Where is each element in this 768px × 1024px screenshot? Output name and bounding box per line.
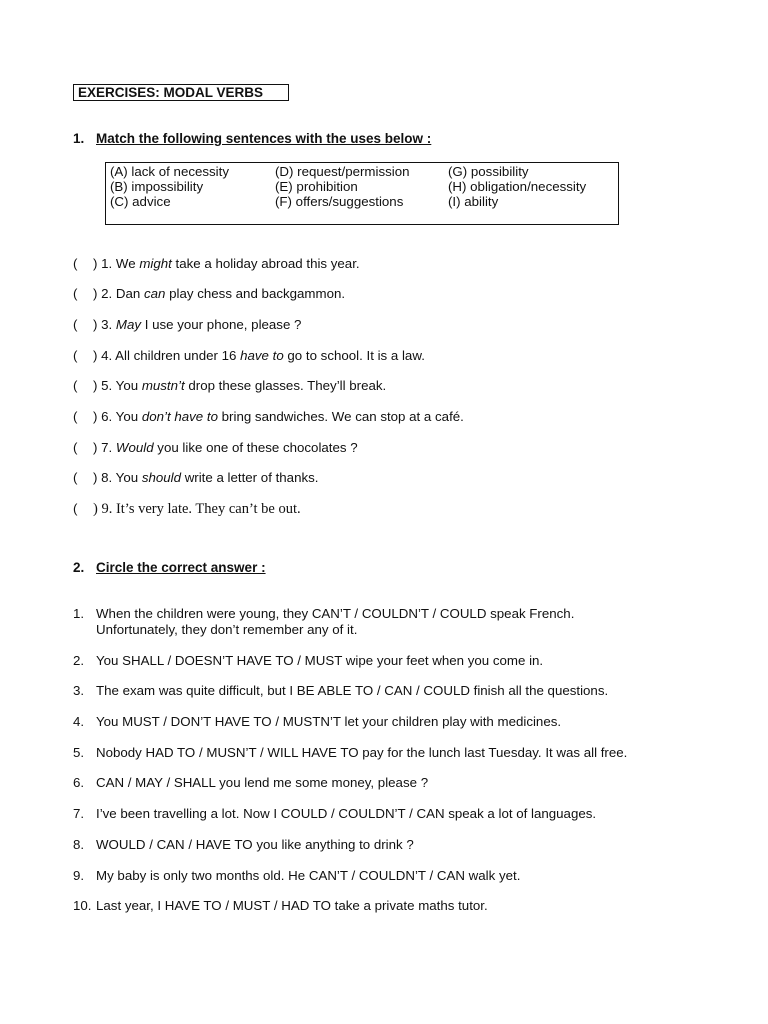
question-number: 9. xyxy=(73,868,85,883)
modal-verb: don’t have to xyxy=(141,409,218,424)
uses-box xyxy=(105,162,619,225)
question-text: I’ve been travelling a lot. Now I COULD / COULDN’T / CAN speak a lot of languages. xyxy=(96,806,597,821)
use-f: (F) offers/suggestions xyxy=(275,194,404,209)
match-item: ( ) 7. Would you like one of these chocolates ? xyxy=(73,440,358,455)
worksheet-title: EXERCISES: MODAL VERBS xyxy=(73,84,289,101)
question-number: 3. xyxy=(73,683,85,698)
match-item: ( ) 2. Dan can play chess and backgammon. xyxy=(73,286,346,301)
use-g: (G) possibility xyxy=(448,164,529,179)
question-number: 7. xyxy=(73,806,85,821)
use-d: (D) request/permission xyxy=(275,164,410,179)
question-text: Last year, I HAVE TO / MUST / HAD TO take a private maths tutor. xyxy=(96,898,488,913)
modal-verb: can xyxy=(144,286,166,301)
match-item: ( ) 4. All children under 16 have to go to school. It is a law. xyxy=(73,348,425,363)
use-e: (E) prohibition xyxy=(275,179,358,194)
section2-title: Circle the correct answer : xyxy=(96,560,266,575)
question-text: The exam was quite difficult, but I BE ABLE TO / CAN / COULD finish all the questions. xyxy=(96,683,609,698)
question-text: My baby is only two months old. He CAN’T / COULDN’T / CAN walk yet. xyxy=(96,868,521,883)
match-item: ( ) 9. It’s very late. They can’t be out. xyxy=(73,501,301,517)
question-number: 8. xyxy=(73,837,85,852)
question-text: You MUST / DON’T HAVE TO / MUSTN’T let your children play with medicines. xyxy=(96,714,562,729)
question-text: WOULD / CAN / HAVE TO you like anything to drink ? xyxy=(96,837,414,852)
question-number: 10. xyxy=(73,898,92,913)
match-item: ( ) 1. We might take a holiday abroad this year. xyxy=(73,256,360,271)
section1-number: 1. xyxy=(73,131,85,146)
modal-verb: mustn’t xyxy=(141,378,185,393)
modal-verb: should xyxy=(141,470,181,485)
question-number: 6. xyxy=(73,775,85,790)
section2-heading xyxy=(73,560,266,575)
section2-number: 2. xyxy=(73,560,85,575)
use-a: (A) lack of necessity xyxy=(110,164,229,179)
match-item: ( ) 8. You should write a letter of thanks. xyxy=(73,470,319,485)
modal-verb: May xyxy=(115,317,142,332)
question-text: You SHALL / DOESN’T HAVE TO / MUST wipe your feet when you come in. xyxy=(96,653,544,668)
match-item: ( ) 6. You don’t have to bring sandwiches. We can stop at a café. xyxy=(73,409,464,424)
section1-title: Match the following sentences with the uses below : xyxy=(96,131,432,146)
use-b: (B) impossibility xyxy=(110,179,204,194)
question-number: 1. xyxy=(73,606,85,621)
modal-verb: might xyxy=(139,256,172,271)
use-h: (H) obligation/necessity xyxy=(448,179,587,194)
question-text: Nobody HAD TO / MUSN’T / WILL HAVE TO pay for the lunch last Tuesday. It was all free. xyxy=(96,745,628,760)
section1-heading xyxy=(73,131,431,146)
modal-verb: have to xyxy=(240,348,284,363)
use-c: (C) advice xyxy=(110,194,171,209)
question-number: 4. xyxy=(73,714,85,729)
match-item: ( ) 3. May I use your phone, please ? xyxy=(73,317,302,332)
question-text: When the children were young, they CAN’T / COULDN’T / COULD speak French. xyxy=(96,606,575,621)
question-text-continued: Unfortunately, they don’t remember any of it. xyxy=(96,621,358,637)
question-number: 2. xyxy=(73,653,85,668)
question-number: 5. xyxy=(73,745,85,760)
match-item: ( ) 5. You mustn’t drop these glasses. They’ll break. xyxy=(73,378,387,393)
modal-verb: Would xyxy=(115,440,154,455)
question-text: CAN / MAY / SHALL you lend me some money, please ? xyxy=(96,775,429,790)
use-i: (I) ability xyxy=(448,194,499,209)
